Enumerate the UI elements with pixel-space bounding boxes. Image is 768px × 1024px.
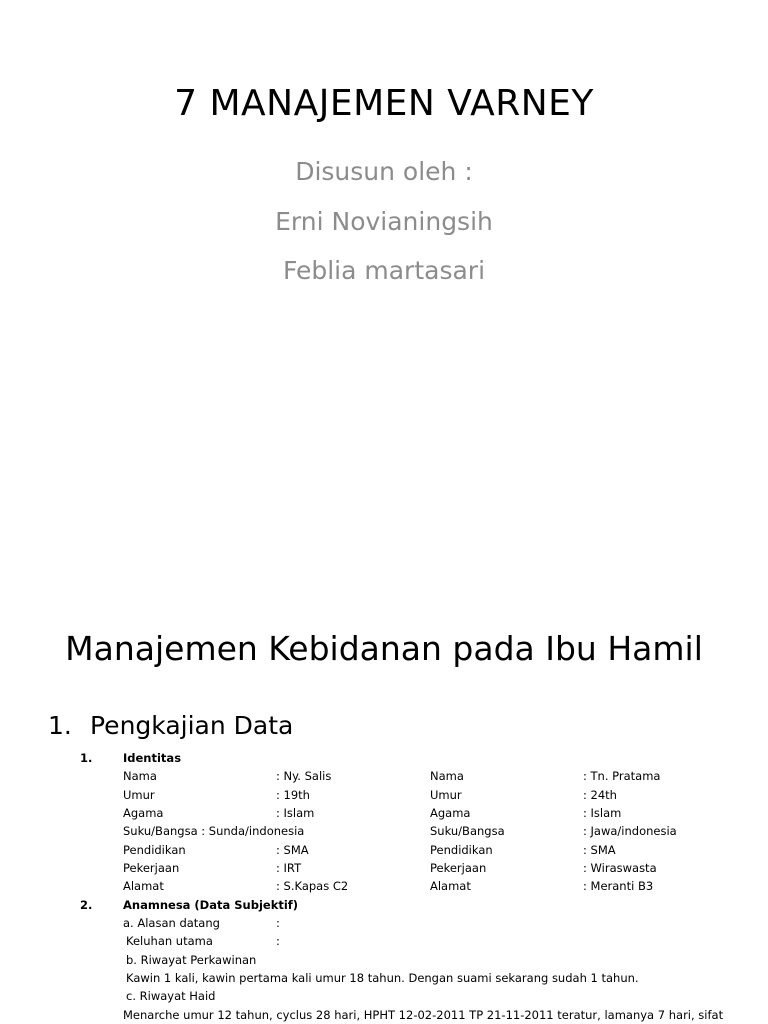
field-label: a. Alasan datang: [123, 916, 220, 930]
section-number: 1.: [48, 711, 72, 740]
identity-value: : SMA: [583, 842, 616, 857]
field-colon: :: [276, 934, 280, 948]
identity-value: : Wiraswasta: [583, 861, 657, 875]
identity-value: : Islam: [276, 806, 315, 820]
list-number: 1.: [80, 751, 93, 765]
identity-value: : 19th: [276, 787, 310, 802]
identity-value: : 24th: [583, 787, 617, 802]
paragraph: Kawin 1 kali, kawin pertama kali umur 18 tahun. Dengan suami sekarang sudah 1 tahun.: [126, 970, 639, 985]
identity-label: Pendidikan: [123, 842, 186, 857]
identity-value: : Islam: [583, 806, 622, 820]
identity-label: Nama: [430, 769, 464, 783]
slide-title: Manajemen Kebidanan pada Ibu Hamil: [65, 629, 703, 668]
identity-value: : SMA: [276, 842, 309, 857]
identity-label: Alamat: [430, 879, 471, 893]
identity-label: Agama: [123, 806, 164, 820]
identity-value: : S.Kapas C2: [276, 879, 349, 893]
subtitle-line: Feblia martasari: [282, 256, 486, 285]
identity-label: Agama: [430, 806, 471, 820]
identity-value: : Meranti B3: [583, 879, 654, 893]
item-title: Identitas: [123, 751, 182, 765]
subsection-heading: c. Riwayat Haid: [126, 989, 216, 1003]
identity-label: Pekerjaan: [123, 861, 180, 875]
identity-label: Umur: [430, 787, 462, 802]
item-title: Anamnesa (Data Subjektif): [123, 897, 299, 912]
section-heading: [48, 708, 293, 744]
field-label: Keluhan utama: [126, 934, 213, 948]
identity-label: Nama: [123, 769, 157, 783]
section-title: Pengkajian Data: [90, 711, 294, 740]
identity-label: Umur: [123, 787, 155, 802]
list-number: 2.: [80, 897, 93, 912]
subtitle-line: Disusun oleh :: [295, 157, 473, 186]
identity-value: : IRT: [276, 861, 302, 875]
identity-value: : Jawa/indonesia: [583, 824, 677, 838]
identity-label: Alamat: [123, 879, 164, 893]
identity-value: : Ny. Salis: [276, 769, 332, 783]
content-slide: [0, 576, 768, 1024]
paragraph: Menarche umur 12 tahun, cyclus 28 hari, HPHT 12-02-2011 TP 21-11-2011 teratur, lamanya 7 hari, sifat: [123, 1007, 724, 1022]
identity-value: : Tn. Pratama: [583, 769, 661, 783]
slide-title: 7 MANAJEMEN VARNEY: [174, 83, 594, 124]
subsection-heading: b. Riwayat Perkawinan: [126, 952, 257, 967]
identity-label: Suku/Bangsa: [430, 824, 505, 838]
identity-label: Pendidikan: [430, 842, 493, 857]
identity-label: Pekerjaan: [430, 861, 487, 875]
identity-label: Suku/Bangsa : Sunda/indonesia: [123, 824, 305, 838]
subtitle-line: Erni Novianingsih: [275, 206, 493, 236]
author-block: [0, 147, 768, 296]
field-colon: :: [276, 916, 280, 930]
